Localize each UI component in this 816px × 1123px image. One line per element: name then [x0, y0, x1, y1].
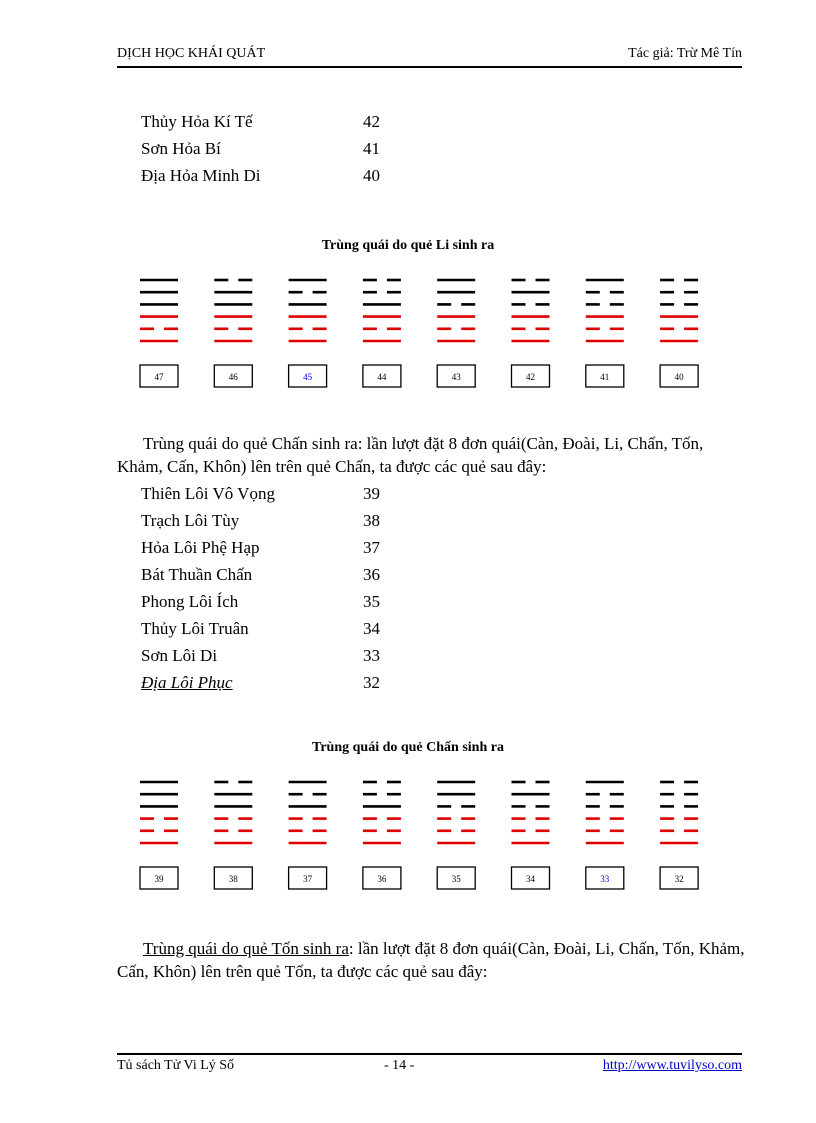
list-item-number: 41 [363, 139, 380, 158]
hexagram-number: 39 [154, 874, 164, 884]
footer-rule [117, 1053, 742, 1055]
list-item-name: Thủy Hỏa Kí Tế [141, 112, 253, 131]
hexagram-number: 43 [451, 372, 461, 382]
list-item-name: Địa Hỏa Minh Di [141, 166, 261, 185]
list-item-name: Thiên Lôi Vô Vọng [141, 484, 275, 503]
list-item-number: 36 [363, 565, 380, 584]
hexagram-number: 42 [526, 372, 535, 382]
hexagram-number: 44 [377, 372, 387, 382]
list-item-number: 35 [363, 592, 380, 611]
hexagram-number: 37 [303, 874, 313, 884]
hexagram-number: 38 [228, 874, 238, 884]
hexagram-number: 34 [526, 874, 535, 884]
hexagram [512, 782, 550, 889]
hexagram-number: 40 [674, 372, 684, 382]
hexagram [140, 782, 178, 889]
hexagram-number: 45 [303, 372, 313, 382]
figure-1-title: Trùng quái do quẻ Li sinh ra [321, 238, 495, 253]
hexagram-number: 33 [600, 874, 610, 884]
list-item-name: Phong Lôi Ích [141, 592, 239, 611]
list-item-number: 42 [363, 112, 380, 131]
list-item-name: Sơn Lôi Di [141, 646, 218, 665]
header-title: DỊCH HỌC KHÁI QUÁT [117, 46, 266, 61]
list-item-number: 34 [363, 619, 380, 638]
hexagram-number: 36 [377, 874, 387, 884]
list-item-name: Hỏa Lôi Phệ Hạp [141, 538, 260, 557]
hexagram-number: 35 [451, 874, 461, 884]
hexagram [214, 782, 252, 889]
paragraph-text: : lần lượt đặt 8 đơn quái(Càn, Đoài, Li, Chấn, Tốn, Khảm, Cấn, Khôn) lên trên quẻ Tốn, ta được các quẻ sau đây: [117, 939, 745, 981]
list-item-number: 39 [363, 484, 380, 503]
list-item-number: 32 [363, 673, 380, 692]
hexagram-number: 41 [600, 372, 610, 382]
header-author: Tác giả: Trừ Mê Tín [628, 46, 742, 61]
list-item-name: Bát Thuần Chấn [141, 565, 253, 584]
hexagram [363, 782, 401, 889]
list-item-name: Trạch Lôi Tùy [141, 511, 240, 530]
hexagram [289, 782, 327, 889]
list-item-number: 37 [363, 538, 380, 557]
list-item-name: Sơn Hỏa Bí [141, 139, 221, 158]
hexagram [660, 782, 698, 889]
page-number: - 14 - [384, 1058, 415, 1073]
list-item-number: 40 [363, 166, 380, 185]
figure-2-title: Trùng quái do quẻ Chấn sinh ra [312, 740, 504, 755]
list-item-number: 38 [363, 511, 380, 530]
paragraph-ton-body [117, 937, 747, 983]
list-item-number: 33 [363, 646, 380, 665]
page-footer [117, 1058, 742, 1078]
footer-link[interactable]: http://www.tuvilyso.com [602, 1058, 742, 1073]
paragraph-ton-heading: Trùng quái do quẻ Tốn sinh ra [143, 939, 349, 958]
hexagram-number: 32 [674, 874, 684, 884]
hexagram [586, 782, 624, 889]
list-item-name-link[interactable]: Địa Lôi Phục [141, 673, 233, 692]
paragraph-ton [117, 937, 747, 983]
hexagram [437, 782, 475, 889]
footer-series: Tủ sách Tử Vi Lý Số [117, 1058, 235, 1073]
hexagram-number: 46 [228, 372, 238, 382]
list-item-name: Thủy Lôi Truân [141, 619, 249, 638]
paragraph-text: Trùng quái do quẻ Chấn sinh ra: lần lượt đặt 8 đơn quái(Càn, Đoài, Li, Chấn, Tốn, Khảm, Cấn, Khôn) lên trên quẻ Chấn, ta được các quẻ sau đây: [117, 434, 704, 476]
hexagram-number: 47 [154, 372, 164, 382]
